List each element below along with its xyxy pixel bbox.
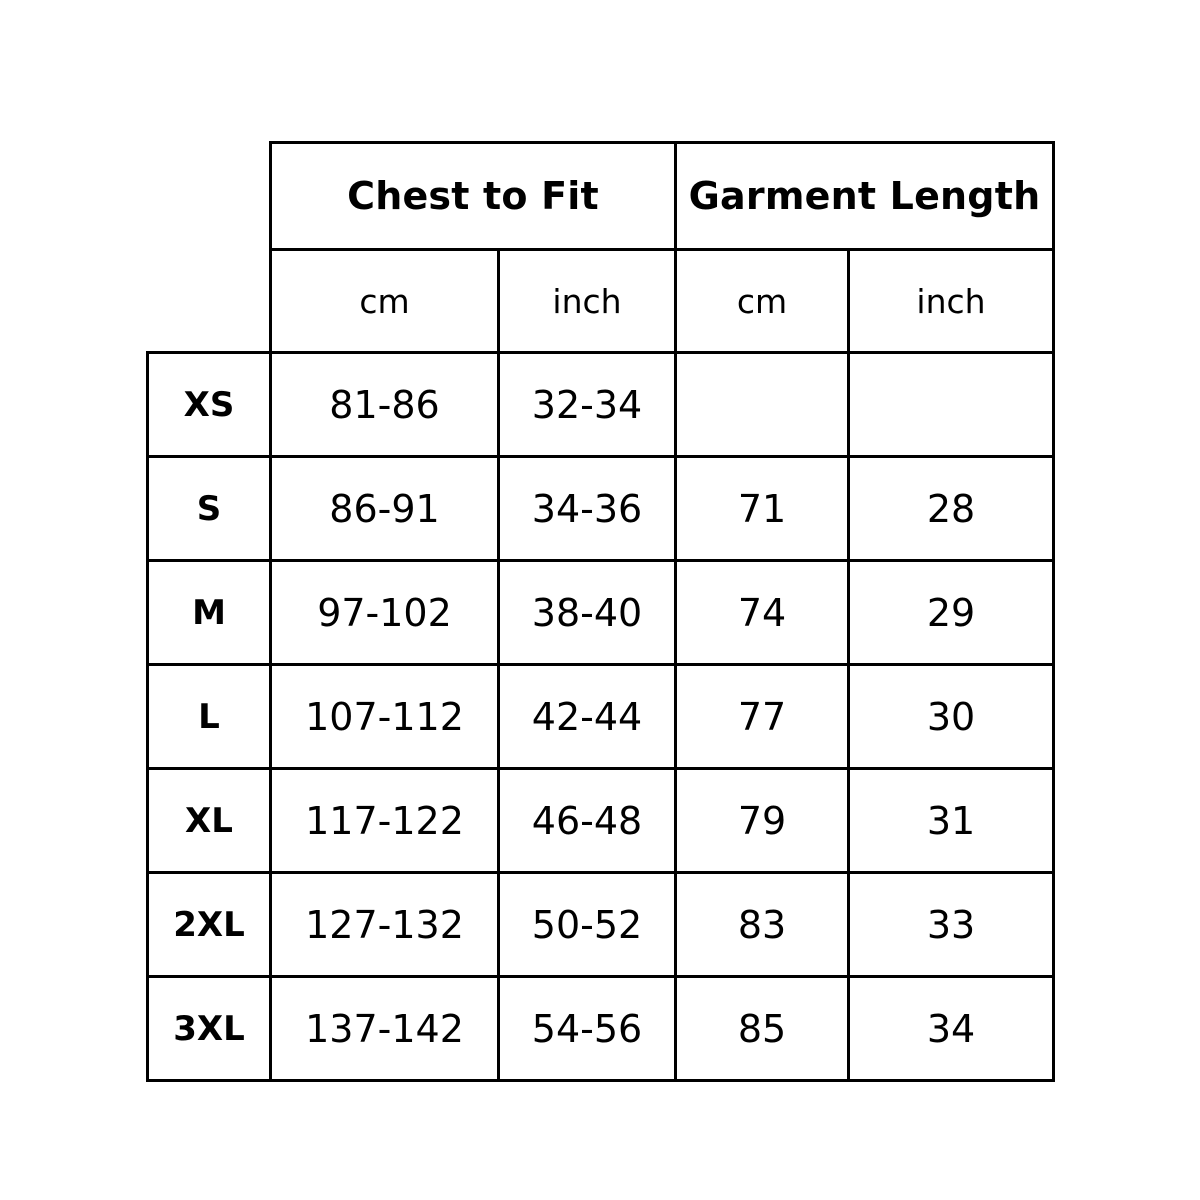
cell-length-cm: 85 <box>676 977 849 1081</box>
cell-length-inch: 33 <box>849 873 1054 977</box>
cell-chest-inch: 46-48 <box>499 769 676 873</box>
cell-chest-cm: 127-132 <box>271 873 499 977</box>
table-row <box>148 353 1054 457</box>
unit-chest-inch: inch <box>499 250 676 353</box>
cell-length-inch: 30 <box>849 665 1054 769</box>
cell-chest-cm: 137-142 <box>271 977 499 1081</box>
cell-length-inch <box>849 353 1054 457</box>
cell-chest-cm: 86-91 <box>271 457 499 561</box>
cell-length-cm: 74 <box>676 561 849 665</box>
table-row <box>148 561 1054 665</box>
cell-length-cm: 77 <box>676 665 849 769</box>
cell-chest-inch: 42-44 <box>499 665 676 769</box>
cell-length-inch: 31 <box>849 769 1054 873</box>
cell-length-cm: 79 <box>676 769 849 873</box>
cell-length-cm <box>676 353 849 457</box>
unit-length-cm: cm <box>676 250 849 353</box>
cell-chest-cm: 97-102 <box>271 561 499 665</box>
cell-length-cm: 71 <box>676 457 849 561</box>
table-row <box>148 665 1054 769</box>
unit-length-inch: inch <box>849 250 1054 353</box>
table-group-header-row <box>148 143 1054 250</box>
corner-blank-cell-2 <box>148 250 271 353</box>
cell-chest-cm: 117-122 <box>271 769 499 873</box>
cell-size: 2XL <box>148 873 271 977</box>
cell-size: XL <box>148 769 271 873</box>
size-chart-table <box>146 141 1055 1082</box>
table-row <box>148 873 1054 977</box>
cell-chest-inch: 34-36 <box>499 457 676 561</box>
cell-chest-cm: 107-112 <box>271 665 499 769</box>
cell-chest-inch: 32-34 <box>499 353 676 457</box>
header-chest-to-fit: Chest to Fit <box>271 143 676 250</box>
table-row <box>148 457 1054 561</box>
cell-length-inch: 34 <box>849 977 1054 1081</box>
cell-length-cm: 83 <box>676 873 849 977</box>
cell-size: XS <box>148 353 271 457</box>
cell-chest-inch: 50-52 <box>499 873 676 977</box>
cell-length-inch: 29 <box>849 561 1054 665</box>
header-garment-length: Garment Length <box>676 143 1054 250</box>
cell-chest-inch: 38-40 <box>499 561 676 665</box>
cell-size: M <box>148 561 271 665</box>
cell-size: L <box>148 665 271 769</box>
corner-blank-cell <box>148 143 271 250</box>
cell-size: S <box>148 457 271 561</box>
cell-chest-cm: 81-86 <box>271 353 499 457</box>
table-row <box>148 769 1054 873</box>
cell-length-inch: 28 <box>849 457 1054 561</box>
table-row <box>148 977 1054 1081</box>
cell-chest-inch: 54-56 <box>499 977 676 1081</box>
unit-chest-cm: cm <box>271 250 499 353</box>
table-unit-header-row <box>148 250 1054 353</box>
cell-size: 3XL <box>148 977 271 1081</box>
